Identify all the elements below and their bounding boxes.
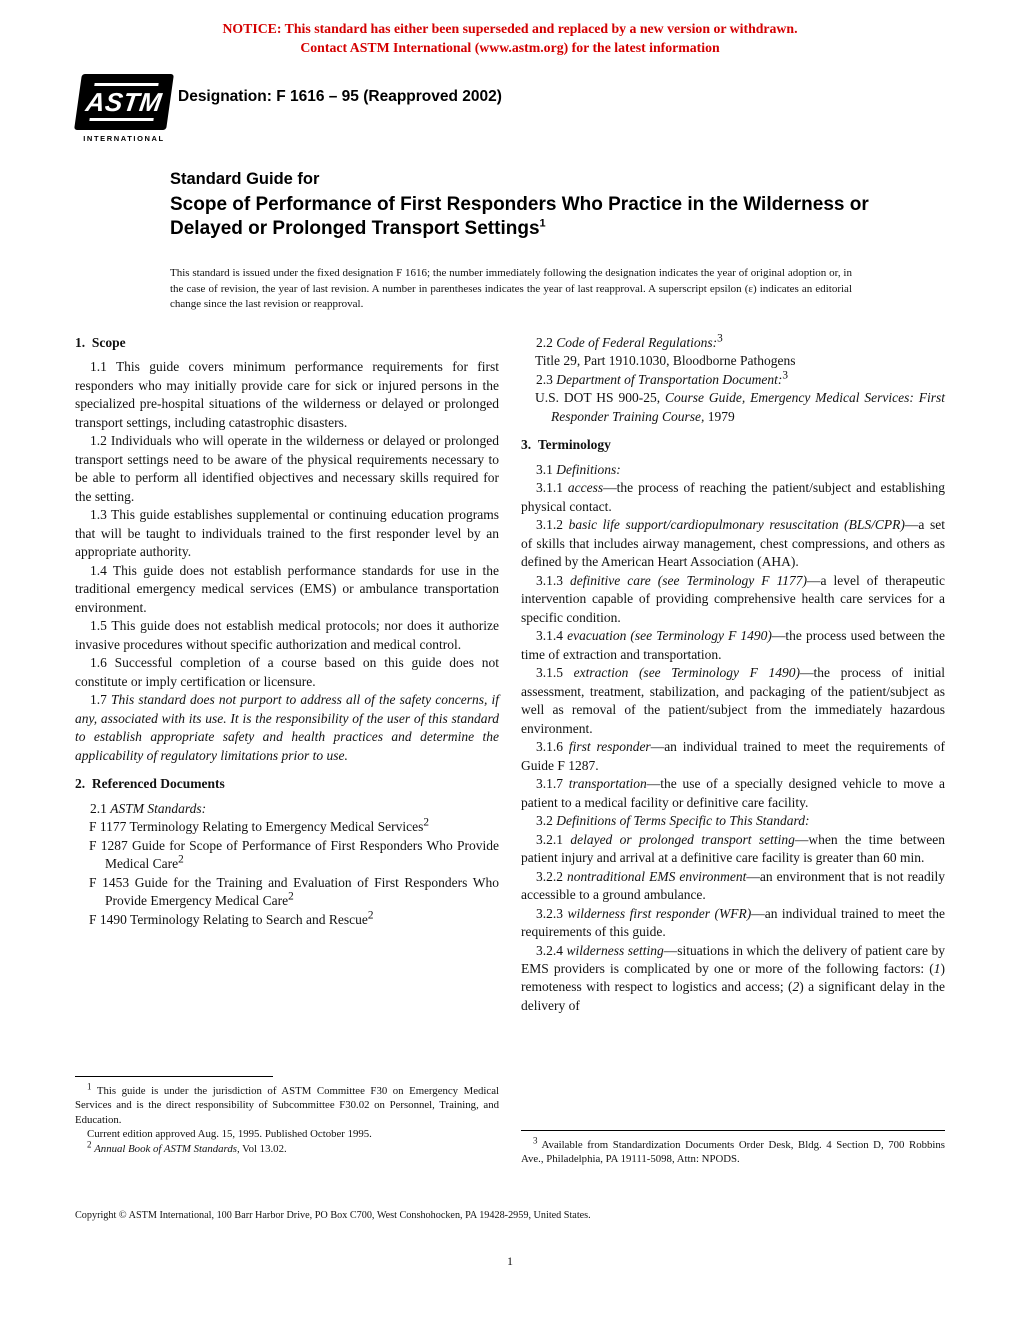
paragraph <box>521 812 945 830</box>
text-segment: —an individual trained to meet the requirements of this guide. <box>521 905 946 940</box>
text-segment: 3.1.3 <box>536 572 571 588</box>
paragraph <box>521 572 945 627</box>
text-segment: extraction (see Terminology F 1490) <box>573 665 800 681</box>
paragraph <box>75 432 499 506</box>
text-segment: —an individual trained to meet the requirements of Guide F 1287. <box>521 739 945 773</box>
text-segment: 3.1.6 <box>536 739 569 755</box>
text-segment: 1.3 This guide establishes supplemental or continuing education programs that will be taught to individuals trained to the first responder level by an appropriate authority. <box>75 507 499 560</box>
text-segment: —a set of skills that includes airway management, chest compressions, and others as defined by the American Heart Association (AHA). <box>521 517 945 570</box>
right-footnotes <box>521 1135 945 1167</box>
text-segment: —situations in which the delivery of patient care by EMS providers is complicated by one or more of the following factors: ( <box>521 942 946 976</box>
reference-item <box>75 837 499 874</box>
text-segment: Title 29, Part 1910.1030, Bloodborne Pathogens <box>535 353 796 369</box>
paragraph <box>521 664 945 738</box>
text-segment: 3.1.4 <box>536 628 568 644</box>
notice-line-2: Contact ASTM International (www.astm.org) for the latest information <box>300 39 720 55</box>
reference-item <box>75 818 499 836</box>
text-segment: 3.1.5 <box>536 665 574 681</box>
footnote-marker: 3 <box>717 332 723 345</box>
text-segment: —a level of therapeutic intervention capable of providing comprehensive health care services for a specific condition. <box>521 572 945 625</box>
text-segment: basic life support/cardiopulmonary resuscitation (BLS/CPR) <box>568 517 905 533</box>
text-segment: F 1490 Terminology Relating to Search and Rescue <box>89 911 368 927</box>
text-segment: delayed or prolonged transport setting <box>570 831 795 847</box>
designation-label: Designation: <box>178 88 272 105</box>
text-segment: ASTM Standards: <box>110 800 207 816</box>
paragraph <box>521 461 945 479</box>
footnote-marker: 2 <box>87 1139 92 1150</box>
paragraph <box>75 654 499 691</box>
title-footnote-marker: 1 <box>539 217 546 230</box>
text-segment: access <box>567 480 604 496</box>
text-segment: —the use of a specially designed vehicle to move a patient to a medical facility or definitive care facility. <box>521 776 945 810</box>
title-block <box>170 170 880 242</box>
paragraph <box>521 1135 945 1167</box>
footnote-marker: 1 <box>87 1081 92 1092</box>
footnote-rule-right <box>521 1130 945 1131</box>
text-segment: 3.2.2 <box>536 868 568 884</box>
paragraph <box>75 800 499 818</box>
text-segment: Vol 13.02. <box>239 1142 287 1155</box>
paragraph <box>75 1139 499 1156</box>
footnote-rule-left <box>75 1076 273 1077</box>
paragraph <box>521 334 945 352</box>
text-segment: 1 <box>933 960 941 976</box>
right-column <box>521 334 945 1015</box>
astm-logo <box>78 74 170 143</box>
text-segment: 3.1 <box>536 461 557 477</box>
footnote-marker: 2 <box>178 853 184 866</box>
paragraph <box>521 479 945 516</box>
text-segment: —the process of initial assessment, treatment, stabilization, and packaging of the patient/subject as well as removal of the patient/subject from the immediately hazardous environment. <box>521 665 946 736</box>
text-segment: 3.2.1 <box>536 831 571 847</box>
reference-item <box>521 389 945 426</box>
logo-stripe-top-icon <box>94 83 159 86</box>
reference-item <box>75 911 499 929</box>
text-segment: 2.3 <box>536 371 557 387</box>
designation-code: F 1616 – 95 (Reapproved 2002) <box>276 88 502 105</box>
text-segment: 1979 <box>704 408 735 424</box>
text-segment: Definitions of Terms Specific to This Standard: <box>556 813 810 829</box>
text-segment: wilderness setting <box>566 942 664 958</box>
reference-item <box>521 352 945 370</box>
text-segment: —when the time between patient injury and arrival at a definitive care facility is greater than 60 min. <box>521 831 945 866</box>
astm-logo-text: ASTM <box>84 87 164 117</box>
text-segment: Current edition approved Aug. 15, 1995. Published October 1995. <box>87 1128 372 1141</box>
footnote-marker: 2 <box>288 890 294 903</box>
left-footnote-block <box>75 1076 499 1156</box>
text-segment: ) a significant delay in the delivery of <box>521 979 945 1013</box>
paragraph <box>75 617 499 654</box>
paragraph <box>521 738 945 775</box>
text-segment: This guide is under the jurisdiction of ASTM Committee F30 on Emergency Medical Services and is the direct responsibility of Subcommittee F30.02 on Personnel, Training, and Education. <box>75 1085 499 1126</box>
text-segment: —the process of reaching the patient/subject and establishing physical contact. <box>521 480 945 514</box>
text-segment: evacuation (see Terminology F 1490) <box>567 628 772 644</box>
text-segment: 2 <box>792 979 800 995</box>
text-segment: 3.1.1 <box>536 480 568 496</box>
page-number: 1 <box>507 1254 513 1268</box>
paragraph <box>521 942 945 1016</box>
text-segment: Code of Federal Regulations: <box>556 335 718 350</box>
text-segment: 1.4 This guide does not establish performance standards for use in the traditional emergency medical services (EMS) or ambulance transportation environment. <box>75 562 499 615</box>
copyright-line: Copyright © ASTM International, 100 Barr Harbor Drive, PO Box C700, West Conshohocken, PA 19428-2959, United States. <box>75 1210 591 1221</box>
text-segment: 3.2.3 <box>536 905 568 921</box>
text-segment: 3. Terminology <box>521 437 611 453</box>
text-segment: transportation <box>568 776 647 792</box>
text-segment: 2.2 <box>536 335 557 350</box>
paragraph <box>521 627 945 664</box>
text-segment: U.S. DOT HS 900-25, <box>535 390 665 406</box>
left-column <box>75 334 499 929</box>
text-segment: Course Guide, Emergency Medical Services: First Responder Training Course, <box>551 390 946 424</box>
text-segment: Annual Book of ASTM Standards, <box>94 1142 240 1155</box>
paragraph <box>521 371 945 389</box>
logo-stripe-bottom-icon <box>89 118 154 121</box>
right-footnote-block <box>521 1130 945 1167</box>
text-segment: —the process used between the time of extraction and transportation. <box>521 628 945 662</box>
text-segment: 1.6 Successful completion of a course based on this guide does not constitute or imply certification or licensure. <box>75 655 499 689</box>
document-title <box>170 193 870 242</box>
text-segment: 1.2 Individuals who will operate in the wilderness or delayed or prolonged transport settings need to be aware of the physical requirements necessary to be able to perform all identified objectives and necessary skills required for the setting. <box>75 433 499 504</box>
text-segment: 3.2 <box>536 813 557 829</box>
supersession-notice <box>0 20 1020 57</box>
footnote-marker: 3 <box>782 369 788 382</box>
paragraph <box>521 905 945 942</box>
footnote-marker: 2 <box>367 909 374 922</box>
text-segment: This standard does not purport to address all of the safety concerns, if any, associated with its use. It is the responsibility of the user of this standard to establish appropriate safety and health practices and determine the applicability of regulatory limitations prior to use. <box>75 692 500 763</box>
text-segment: first responder <box>568 739 651 755</box>
paragraph <box>75 358 499 432</box>
paragraph <box>75 691 499 765</box>
reference-item <box>75 874 499 911</box>
section-heading <box>521 436 945 454</box>
text-segment: nontraditional EMS environment <box>567 868 747 884</box>
paragraph <box>521 775 945 812</box>
designation-line <box>178 88 502 106</box>
paragraph <box>521 831 945 868</box>
text-segment: Available from Standardization Documents Order Desk, Bldg. 4 Section D, 700 Robbins Ave., Philadelphia, PA 19111-5098, Attn: NPODS. <box>521 1139 945 1166</box>
text-segment: 1.5 This guide does not establish medical protocols; nor does it authorize invasive procedures without specific authorization and medical control. <box>75 618 499 652</box>
text-segment: —an environment that is not readily accessible to a ground ambulance. <box>521 868 946 903</box>
text-segment: F 1177 Terminology Relating to Emergency Medical Services <box>89 819 424 835</box>
text-segment: 1.1 This guide covers minimum performance requirements for first responders who may initially provide care for sick or injured persons in the specialized pre-hospital situations of the wilderness or delayed or prolonged transport settings, including catastrophic disasters. <box>75 359 499 430</box>
left-footnotes <box>75 1081 499 1156</box>
text-segment: F 1287 Guide for Scope of Performance of First Responders Who Provide Medical Care <box>89 837 499 872</box>
footnote-marker: 3 <box>533 1135 538 1146</box>
paragraph <box>75 506 499 561</box>
astm-logo-subtext: INTERNATIONAL <box>83 134 165 143</box>
text-segment: definitive care (see Terminology F 1177) <box>570 572 808 588</box>
text-segment: Definitions: <box>556 461 621 477</box>
title-kicker: Standard Guide for <box>170 170 320 188</box>
astm-logo-mark <box>74 74 174 130</box>
paragraph <box>75 1081 499 1127</box>
paragraph <box>75 1127 499 1141</box>
text-segment: F 1453 Guide for the Training and Evaluation of First Responders Who Provide Emergency Medical Care <box>89 874 499 909</box>
text-segment: 1. Scope <box>75 335 126 350</box>
document-title-text: Scope of Performance of First Responders Who Practice in the Wilderness or Delayed or Prolonged Transport Settings <box>170 194 869 240</box>
paragraph <box>521 516 945 571</box>
section-heading <box>75 775 499 793</box>
text-segment: 3.2.4 <box>536 942 567 958</box>
text-segment: 2.1 <box>90 800 111 816</box>
section-heading <box>75 334 499 352</box>
text-segment: 3.1.7 <box>536 776 569 792</box>
text-segment: wilderness first responder (WFR) <box>567 905 752 921</box>
notice-line-1: NOTICE: This standard has either been superseded and replaced by a new version or withdrawn. <box>222 21 798 36</box>
text-segment: Department of Transportation Document: <box>556 371 783 387</box>
paragraph <box>521 868 945 905</box>
text-segment: 3.1.2 <box>536 517 569 533</box>
text-segment: 1.7 <box>90 692 112 708</box>
text-segment: 2. Referenced Documents <box>75 776 225 792</box>
paragraph <box>75 562 499 617</box>
footnote-marker: 2 <box>423 816 429 829</box>
issued-under-note: This standard is issued under the fixed designation F 1616; the number immediately following the designation indicates the year of original adoption or, in the case of revision, the year of last revision. A number in parentheses indicates the year of last reapproval. A superscript epsilon (ε) indicates an editorial change since the last revision or reapproval. <box>170 267 852 311</box>
text-segment: ) remoteness with respect to logistics and access; ( <box>521 960 945 995</box>
